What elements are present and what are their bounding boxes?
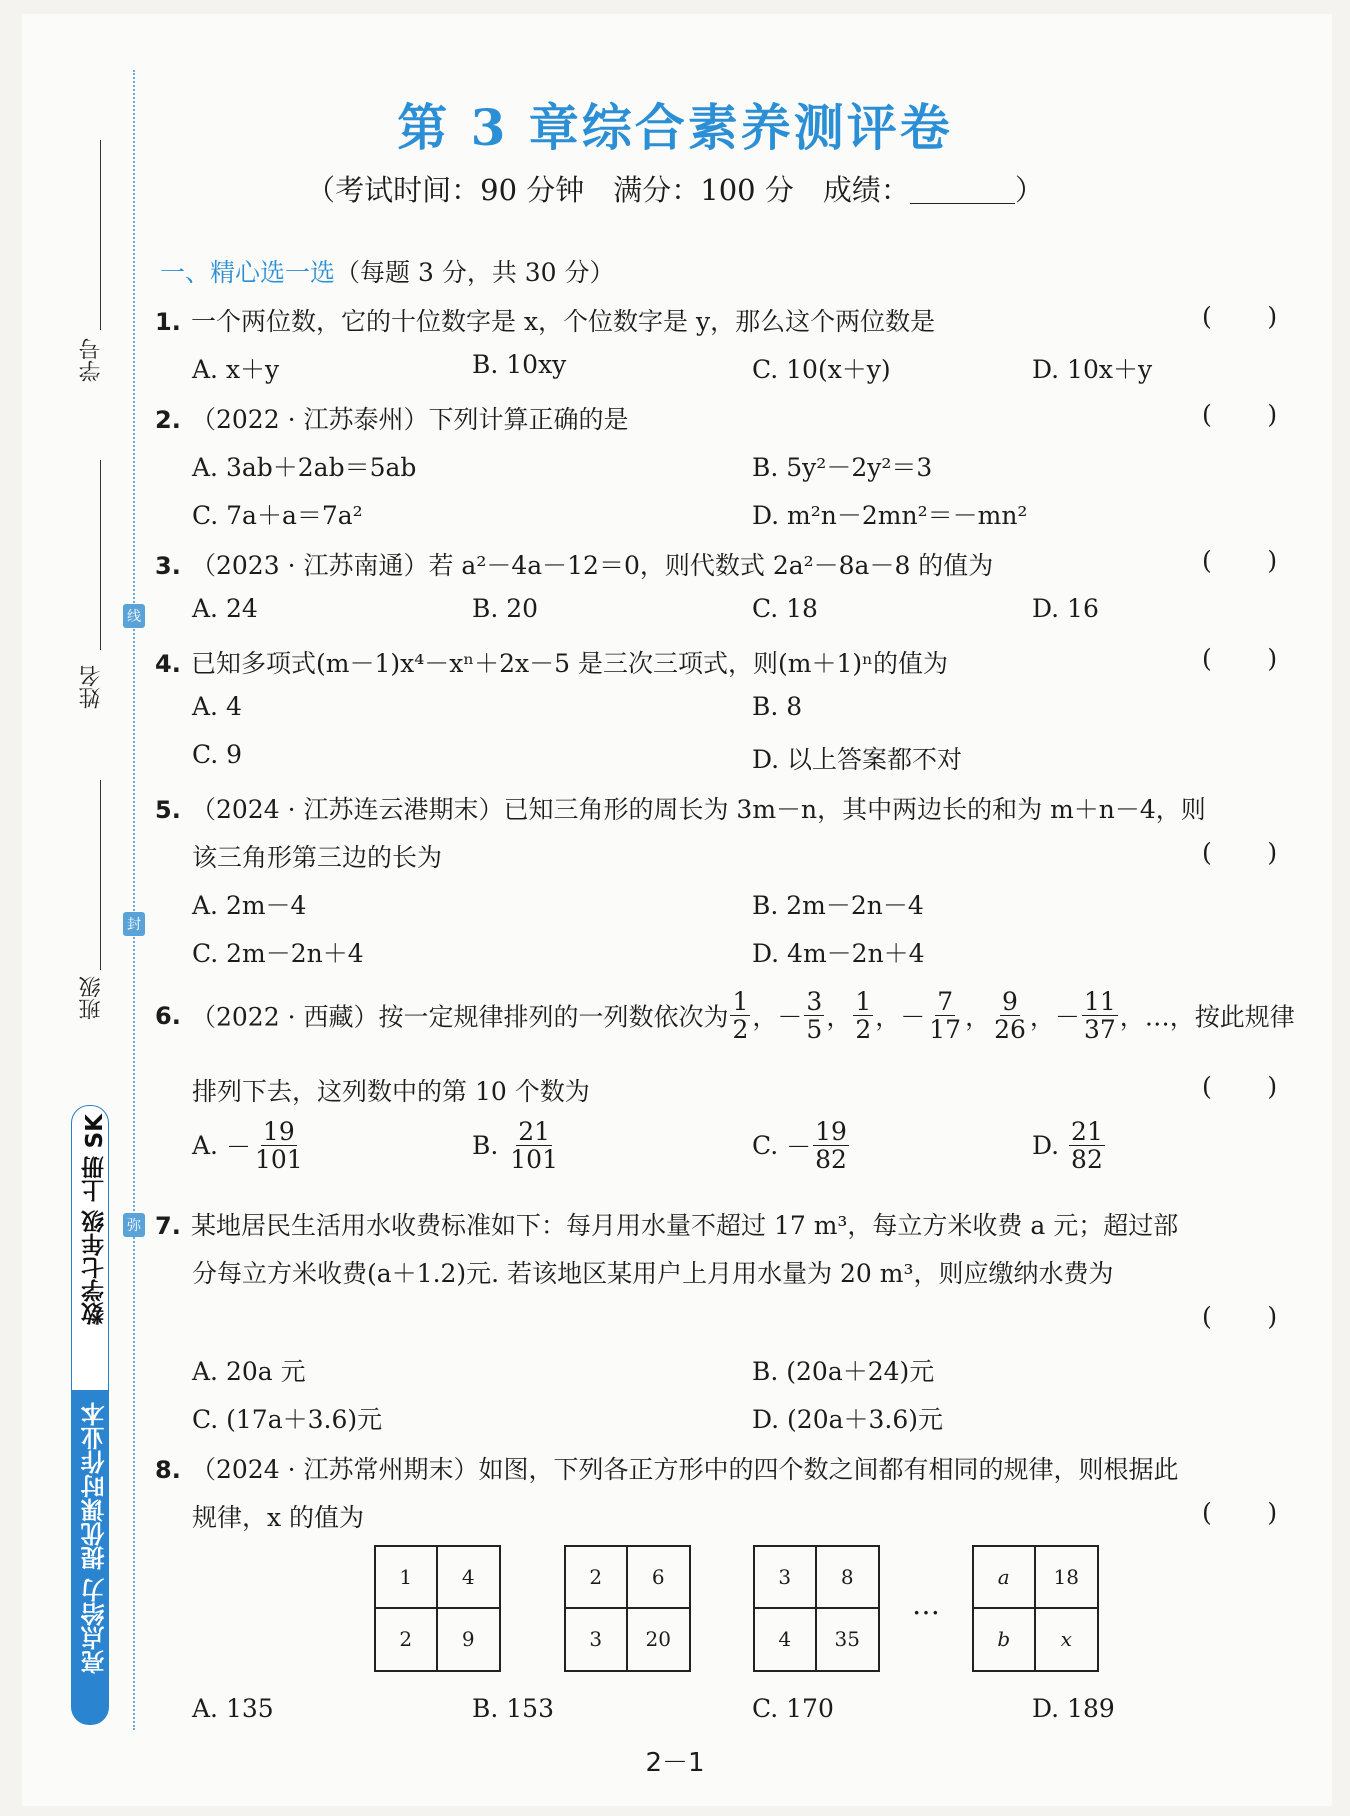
option-c [752, 1118, 851, 1173]
answer-paren: ( ) [1202, 644, 1278, 673]
question-1 [155, 302, 935, 338]
option-b: B. (20a＋24)元 [752, 1357, 935, 1386]
answer-paren: ( ) [1202, 1302, 1278, 1331]
square-cell: 8 [817, 1547, 879, 1609]
option-a [192, 1118, 307, 1173]
page-number: 2－1 [645, 1748, 705, 1778]
option-a: A. 24 [192, 594, 258, 623]
question-text: 某地居民生活用水收费标准如下：每月用水量不超过 17 m³，每立方米收费 a 元；超过部 [191, 1211, 1179, 1240]
score-blank [910, 177, 1015, 204]
question-number: 6. [155, 1001, 181, 1030]
binding-dotted-line [133, 70, 135, 1730]
fraction: － $\frac{7}{17}$ [900, 987, 962, 1044]
question-8 [155, 1450, 1178, 1486]
question-text: （2024 · 江苏连云港期末）已知三角形的周长为 3m－n，其中两边长的和为 m＋n－4，则 [191, 795, 1206, 824]
square-cell: a [974, 1547, 1036, 1609]
question-6-line2: 排列下去，这列数中的第 10 个数为 [192, 1077, 590, 1106]
option-a: A. x＋y [192, 355, 280, 384]
answer-paren: ( ) [1202, 1498, 1278, 1527]
fraction: － $\frac{3}{5}$ [777, 987, 823, 1044]
square-cell: 3 [755, 1547, 817, 1609]
section-note: （每题 3 分，共 30 分） [335, 258, 615, 287]
book-brand-label: 亮点给力 提优课时作业本 [81, 1402, 109, 1675]
fraction: $\frac{9}{26}$ [994, 987, 1026, 1044]
option-d: D. 4m－2n＋4 [752, 939, 925, 968]
question-5 [155, 790, 1206, 826]
answer-paren: ( ) [1202, 546, 1278, 575]
book-grade-label: 数学七年级 上册 SK [82, 1114, 108, 1326]
question-number: 1. [155, 308, 181, 336]
question-text: （2022 · 江苏泰州）下列计算正确的是 [191, 405, 629, 434]
question-text: （2022 · 西藏）按一定规律排列的一列数依次为 [191, 1002, 729, 1032]
option-d: D. 10x＋y [1032, 355, 1153, 384]
square-cell: x [1060, 1627, 1072, 1652]
question-text: 已知多项式(m－1)x⁴－xⁿ＋2x－5 是三次三项式，则(m＋1)ⁿ的值为 [191, 649, 948, 678]
section-title: 一、精心选一选 [160, 258, 336, 287]
square-cell: 20 [645, 1627, 671, 1652]
option-c: C. 18 [752, 594, 818, 623]
option-a: A. 4 [192, 692, 242, 721]
option-d [1032, 1118, 1107, 1173]
answer-paren: ( ) [1202, 838, 1278, 867]
fraction: － $\frac{19}{101}$ [225, 1117, 303, 1174]
number-square-4 [972, 1545, 1099, 1672]
question-number: 8. [155, 1456, 181, 1484]
fraction-sequence: $\frac{1}{2}$ ，－ $\frac{3}{5}$ ， $\frac{1}{2}$ ，－ $\frac{7}{17}$ ， $\frac{9}{26}$ ，－ $\frac{11}{37}$ [728, 999, 1119, 1028]
square-cell: b [974, 1609, 1036, 1671]
exam-info: （考试时间：90 分钟 满分：100 分 成绩： [306, 173, 910, 207]
question-6 [155, 988, 1295, 1043]
question-4 [155, 644, 948, 680]
question-text: （2024 · 江苏常州期末）如图，下列各正方形中的四个数之间都有相同的规律，则根据此 [191, 1455, 1179, 1484]
option-b: B. 8 [752, 692, 803, 721]
number-square-2 [564, 1545, 691, 1672]
question-number: 7. [155, 1212, 181, 1240]
square-cell: 6 [628, 1547, 690, 1609]
fraction: $\frac{21}{82}$ [1071, 1117, 1103, 1174]
option-a: A. 3ab＋2ab＝5ab [192, 453, 417, 482]
option-letter: A. [192, 1131, 226, 1160]
question-text-tail: ，…，按此规律 [1119, 1002, 1295, 1032]
square-cell: 9 [461, 1627, 475, 1652]
question-7-line2: 分每立方米收费(a＋1.2)元. 若该地区某用户上月用水量为 20 m³，则应缴纳水费为 [192, 1259, 1114, 1288]
question-5-line2: 该三角形第三边的长为 [192, 843, 443, 872]
fraction: $\frac{1}{2}$ [732, 987, 749, 1044]
square-cell: 4 [755, 1609, 817, 1671]
option-b: B. 20 [472, 594, 539, 623]
question-text: （2023 · 江苏南通）若 a²－4a－12＝0，则代数式 2a²－8a－8 的值为 [191, 551, 994, 580]
option-b [472, 1118, 562, 1173]
student-class-label: 班级 [79, 976, 104, 1020]
question-number: 4. [155, 650, 181, 678]
question-number: 5. [155, 796, 181, 824]
square-cell: 35 [834, 1627, 860, 1652]
option-a: A. 2m－4 [192, 891, 307, 920]
option-c: C. 2m－2n＋4 [192, 939, 364, 968]
answer-paren: ( ) [1202, 400, 1278, 429]
square-cell: 18 [1036, 1547, 1098, 1609]
option-d: D. 以上答案都不对 [752, 745, 963, 774]
option-b: B. 10xy [472, 350, 567, 379]
cut-mark-seal: 封 [123, 912, 145, 936]
square-ellipsis: … [912, 1588, 940, 1621]
option-d: D. m²n－2mn²＝－mn² [752, 501, 1028, 530]
option-d: D. 189 [1032, 1694, 1115, 1723]
square-cell: 4 [438, 1547, 500, 1609]
question-7 [155, 1206, 1178, 1242]
option-b: B. 2m－2n－4 [752, 891, 924, 920]
fraction: $\frac{1}{2}$ [855, 987, 872, 1044]
student-name-label: 姓名 [79, 665, 104, 709]
question-8-line2: 规律，x 的值为 [192, 1503, 365, 1532]
option-a: A. 135 [192, 1694, 274, 1723]
answer-paren: ( ) [1202, 1072, 1278, 1101]
exam-info-end: ） [1014, 173, 1044, 207]
option-d: D. 16 [1032, 594, 1099, 623]
fraction: $\frac{21}{101}$ [510, 1117, 558, 1174]
student-class-line [100, 780, 101, 970]
question-text: 一个两位数，它的十位数字是 x，个位数字是 y，那么这个两位数是 [191, 307, 936, 336]
option-c: C. 10(x＋y) [752, 355, 891, 384]
question-2 [155, 400, 628, 436]
cut-mark-line: 线 [123, 604, 145, 628]
question-number: 3. [155, 552, 181, 580]
question-number: 2. [155, 406, 181, 434]
student-name-line [100, 460, 101, 650]
exam-title: 第 3 章综合素养测评卷 [397, 98, 953, 157]
section-heading [160, 253, 615, 289]
square-cell: 2 [376, 1609, 438, 1671]
number-square-3 [753, 1545, 880, 1672]
fraction: － $\frac{11}{37}$ [1054, 987, 1116, 1044]
option-c: C. (17a＋3.6)元 [192, 1405, 383, 1434]
option-b: B. 153 [472, 1694, 554, 1723]
option-letter: C. [752, 1131, 787, 1160]
option-letter: D. [1032, 1131, 1068, 1160]
student-id-label: 学号 [79, 338, 104, 382]
option-c: C. 170 [752, 1694, 834, 1723]
option-d: D. (20a＋3.6)元 [752, 1405, 944, 1434]
cut-mark-fold: 弥 [123, 1213, 145, 1237]
option-b: B. 5y²－2y²＝3 [752, 453, 933, 482]
fraction: － $\frac{19}{82}$ [786, 1117, 847, 1174]
answer-paren: ( ) [1202, 302, 1278, 331]
number-square-1 [374, 1545, 501, 1672]
question-3 [155, 546, 993, 582]
option-c: C. 9 [192, 740, 243, 769]
option-letter: B. [472, 1131, 507, 1160]
exam-subtitle [0, 168, 1350, 209]
square-cell: 1 [376, 1547, 438, 1609]
square-cell: 3 [566, 1609, 628, 1671]
square-cell: 2 [566, 1547, 628, 1609]
option-c: C. 7a＋a＝7a² [192, 501, 363, 530]
book-title-bar [71, 1105, 109, 1725]
option-a: A. 20a 元 [192, 1357, 306, 1386]
